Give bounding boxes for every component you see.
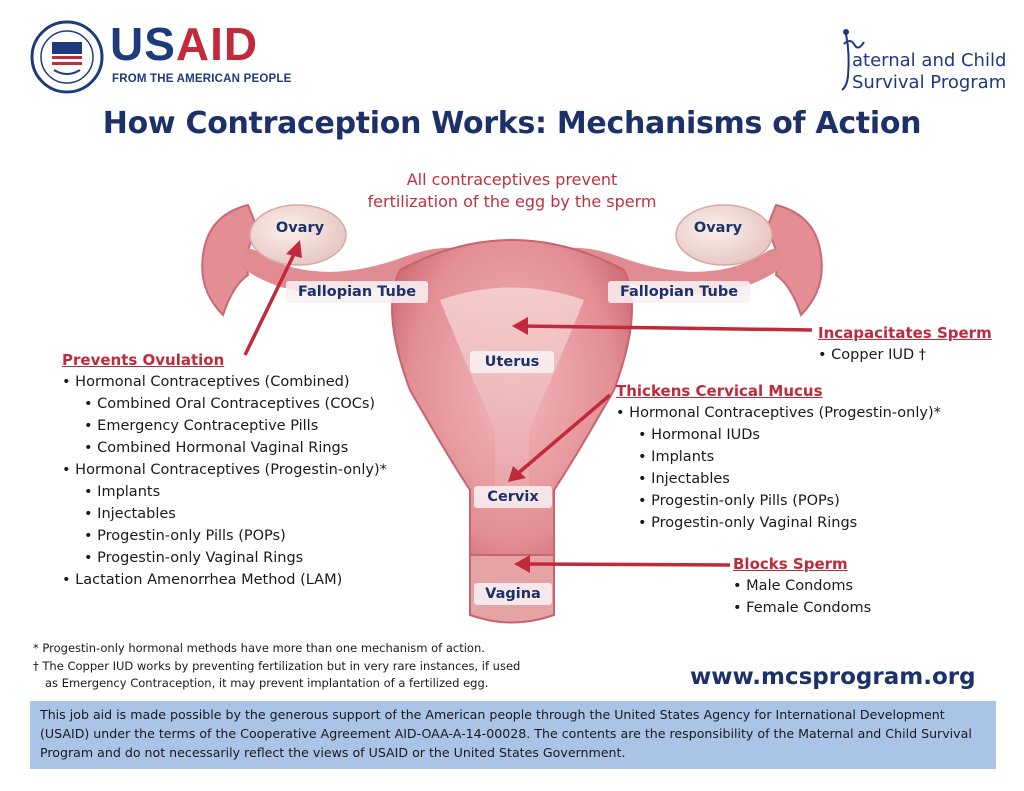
- incapacitates-sperm-section: [818, 324, 1008, 366]
- incapacitates-sperm-heading: Incapacitates Sperm: [818, 324, 992, 342]
- list-item: • Injectables: [62, 503, 442, 525]
- usaid-tagline: FROM THE AMERICAN PEOPLE: [112, 73, 292, 85]
- subtitle: [312, 169, 712, 213]
- ovary-right-label: Ovary: [693, 220, 743, 236]
- list-item: • Progestin-only Vaginal Rings: [616, 512, 1006, 534]
- thickens-mucus-heading: Thickens Cervical Mucus: [616, 382, 823, 400]
- fallopian-tube-right-label: Fallopian Tube: [608, 281, 750, 303]
- subtitle-line1: All contraceptives prevent: [406, 170, 618, 189]
- list-item: • Progestin-only Pills (POPs): [62, 525, 442, 547]
- cervix-label: Cervix: [474, 486, 552, 508]
- vagina-label: Vagina: [474, 583, 552, 605]
- fallopian-tube-left-label: Fallopian Tube: [286, 281, 428, 303]
- website-link[interactable]: www.mcsprogram.org: [690, 664, 976, 690]
- list-item: • Hormonal Contraceptives (Progestin-only)*: [616, 402, 1006, 424]
- usaid-wordmark: USAID: [110, 18, 259, 70]
- prevents-ovulation-section: [62, 351, 442, 591]
- footnote-copper-iud-line2: as Emergency Contraception, it may prevent implantation of a fertilized egg.: [45, 676, 489, 690]
- disclaimer-text: This job aid is made possible by the generous support of the American people through the United States Agency for International Development (USAID) under the terms of the Cooperative Agreement AID-OAA-A-14-00028. The contents are the responsibility of the Maternal and Child Survival Program and do not necessarily reflect the views of USAID or the United States Government.: [40, 707, 972, 760]
- list-item: • Progestin-only Vaginal Rings: [62, 547, 442, 569]
- list-item: • Progestin-only Pills (POPs): [616, 490, 1006, 512]
- ovary-left-label: Ovary: [275, 220, 325, 236]
- list-item: • Hormonal IUDs: [616, 424, 1006, 446]
- blocks-sperm-section: [733, 555, 933, 619]
- blocks-sperm-list: [733, 575, 933, 619]
- list-item: • Emergency Contraceptive Pills: [62, 415, 442, 437]
- prevents-ovulation-heading: Prevents Ovulation: [62, 351, 225, 369]
- list-item: • Copper IUD †: [818, 344, 1008, 366]
- thickens-mucus-section: [616, 382, 1006, 534]
- footnote-copper-iud: [33, 658, 673, 692]
- list-item: • Hormonal Contraceptives (Progestin-only)*: [62, 459, 442, 481]
- blocks-sperm-heading: Blocks Sperm: [733, 555, 848, 573]
- page-title: How Contraception Works: Mechanisms of Action: [102, 106, 922, 141]
- list-item: • Lactation Amenorrhea Method (LAM): [62, 569, 442, 591]
- list-item: • Combined Hormonal Vaginal Rings: [62, 437, 442, 459]
- uterus-label: Uterus: [470, 351, 554, 373]
- thickens-mucus-list: [616, 402, 1006, 534]
- subtitle-line2: fertilization of the egg by the sperm: [367, 192, 657, 211]
- list-item: • Hormonal Contraceptives (Combined): [62, 371, 442, 393]
- mcsp-line1: aternal and Child: [852, 50, 1007, 71]
- list-item: • Female Condoms: [733, 597, 933, 619]
- footnote-progestin: * Progestin-only hormonal methods have more than one mechanism of action.: [33, 641, 485, 655]
- list-item: • Male Condoms: [733, 575, 933, 597]
- prevents-ovulation-list: [62, 371, 442, 591]
- list-item: • Implants: [62, 481, 442, 503]
- list-item: • Combined Oral Contraceptives (COCs): [62, 393, 442, 415]
- list-item: • Implants: [616, 446, 1006, 468]
- incapacitates-sperm-list: [818, 344, 1008, 366]
- footnote-copper-iud-line1: † The Copper IUD works by preventing fertilization but in very rare instances, if used: [33, 659, 521, 673]
- mcsp-line2: Survival Program: [852, 72, 1007, 93]
- list-item: • Injectables: [616, 468, 1006, 490]
